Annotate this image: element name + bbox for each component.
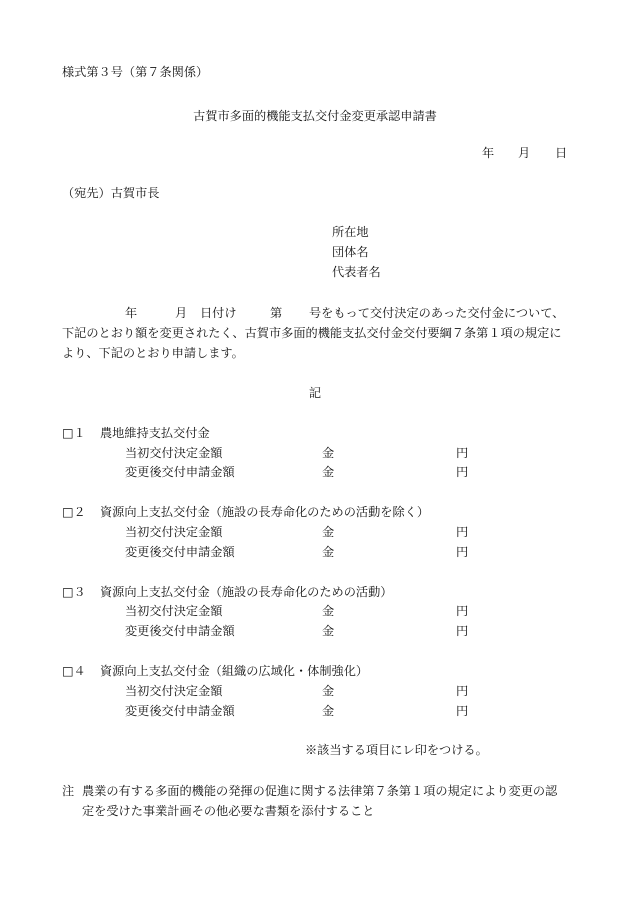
checkbox: □	[62, 426, 74, 440]
changed-amount-label: 変更後交付申請金額	[125, 704, 235, 718]
kin-label: 金	[322, 684, 335, 698]
footnote-marker: 注	[62, 784, 75, 798]
applicant-address-label: 所在地	[332, 225, 369, 239]
section-label: 資源向上支払交付金（施設の長寿命化のための活動を除く）	[100, 505, 430, 519]
section-heading	[62, 504, 86, 520]
changed-amount-label: 変更後交付申請金額	[125, 465, 235, 479]
kin-label: 金	[322, 525, 335, 539]
yen-label: 円	[456, 525, 469, 539]
section-label: 資源向上支払交付金（施設の長寿命化のための活動）	[100, 585, 393, 599]
changed-amount-label: 変更後交付申請金額	[125, 624, 235, 638]
body-day: 日付け	[200, 306, 237, 320]
yen-label: 円	[456, 604, 469, 618]
section-number: １	[73, 426, 86, 440]
section-number: ３	[73, 585, 86, 599]
body-month: 月	[175, 306, 188, 320]
initial-amount-label: 当初交付決定金額	[125, 684, 223, 698]
applicant-group-label: 団体名	[332, 245, 369, 259]
checkbox: □	[62, 505, 74, 519]
changed-amount-label: 変更後交付申請金額	[125, 545, 235, 559]
yen-label: 円	[456, 684, 469, 698]
checkbox: □	[62, 585, 74, 599]
yen-label: 円	[456, 545, 469, 559]
kin-label: 金	[322, 704, 335, 718]
body-year: 年	[125, 306, 138, 320]
addressee: （宛先）古賀市長	[62, 186, 160, 200]
body-number-prefix: 第	[270, 306, 283, 320]
body-line1-rest: 号をもって交付決定のあった交付金について、	[309, 306, 565, 320]
body-line3: より、下記のとおり申請します。	[62, 346, 244, 360]
check-instruction: ※該当する項目にレ印をつける。	[305, 743, 488, 757]
footnote-line1: 農業の有する多面的機能の発揮の促進に関する法律第７条第１項の規定により変更の認	[82, 784, 558, 798]
section-label: 農地維持支払交付金	[100, 426, 210, 440]
kin-label: 金	[322, 604, 335, 618]
section-number: ４	[73, 664, 86, 678]
date-day-label: 日	[555, 146, 568, 160]
kin-label: 金	[322, 465, 335, 479]
date-month-label: 月	[518, 146, 531, 160]
body-line2: 下記のとおり額を変更されたく、古賀市多面的機能支払交付金交付要綱７条第１項の規定に	[62, 326, 562, 340]
section-number: ２	[73, 505, 86, 519]
form-title: 古賀市多面的機能支払交付金変更承認申請書	[193, 109, 437, 123]
yen-label: 円	[456, 465, 469, 479]
initial-amount-label: 当初交付決定金額	[125, 525, 223, 539]
kin-label: 金	[322, 545, 335, 559]
kin-label: 金	[322, 624, 335, 638]
section-heading	[62, 584, 86, 600]
applicant-representative-label: 代表者名	[332, 265, 381, 279]
initial-amount-label: 当初交付決定金額	[125, 604, 223, 618]
kin-label: 金	[322, 446, 335, 460]
ki-heading: 記	[308, 386, 322, 400]
yen-label: 円	[456, 704, 469, 718]
checkbox: □	[62, 664, 74, 678]
section-heading	[62, 425, 86, 441]
form-number: 様式第３号（第７条関係）	[62, 65, 209, 79]
date-year-label: 年	[482, 146, 495, 160]
initial-amount-label: 当初交付決定金額	[125, 446, 223, 460]
section-heading	[62, 663, 86, 679]
footnote-line2: 定を受けた事業計画その他必要な書類を添付すること	[82, 804, 375, 818]
yen-label: 円	[456, 624, 469, 638]
section-label: 資源向上支払交付金（組織の広域化・体制強化）	[100, 664, 369, 678]
yen-label: 円	[456, 446, 469, 460]
